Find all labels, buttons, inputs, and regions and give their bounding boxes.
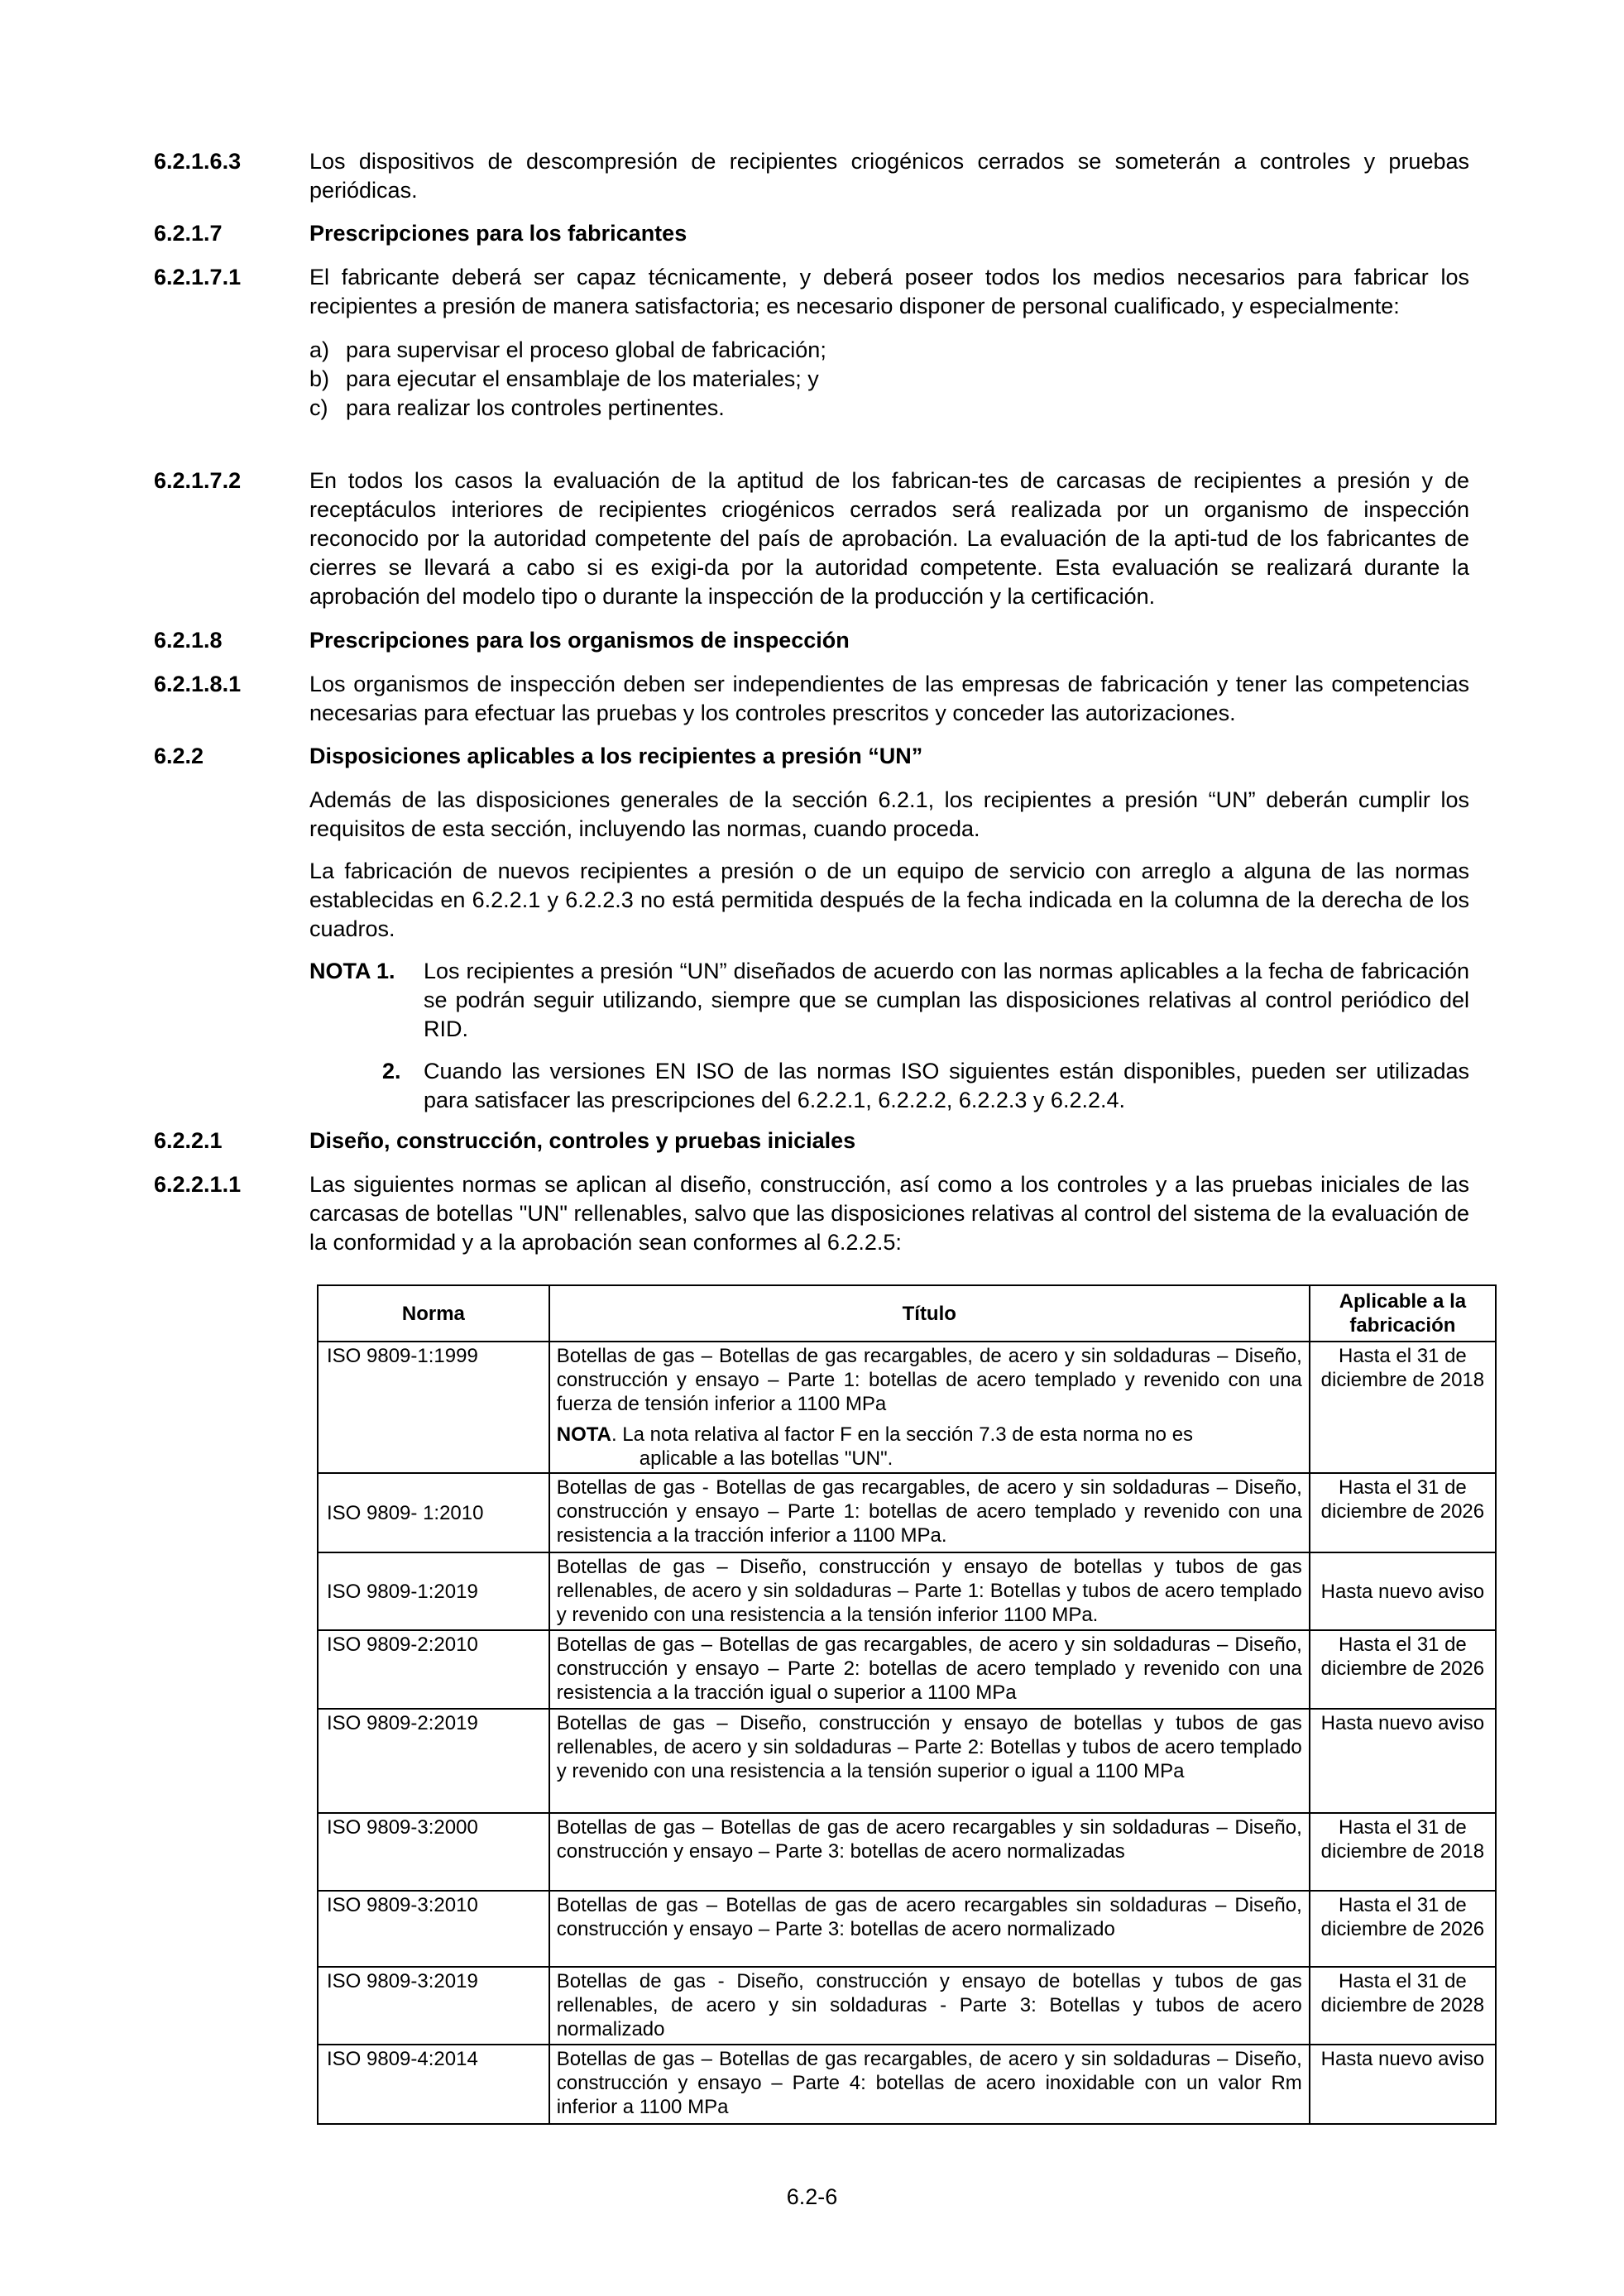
table-note [557,1423,1302,1471]
section-6-2-1-8-1 [154,670,1469,728]
section-number: 6.2.2 [154,744,204,768]
list-item: a) para supervisar el proceso global de fabricación; [309,337,826,362]
titulo-cell: Botellas de gas – Botellas de gas recargables, de acero y sin soldaduras – Diseño, construcción y ensayo – Parte 2: botellas de acero templado y revenido con una resistencia a la tracción igual o superior a 1100 MPa [549,1630,1310,1709]
section-text: En todos los casos la evaluación de la aptitud de los fabrican-tes de carcasas de recipientes a presión y de receptáculos interiores de recipientes criogénicos cerrados será realizada por un organismo de inspección reconocido por la autoridad competente del país de aprobación. La evaluación de la apti-tud de los fabricantes de cierres se llevará a cabo si es exigi-da por la autoridad competente. Esta evaluación se realizará durante la aprobación del modelo tipo o durante la inspección de la producción y la certificación. [309,468,1469,609]
section-heading: Diseño, construcción, controles y pruebas iniciales [309,1128,856,1153]
section-number: 6.2.1.8.1 [154,672,242,696]
section-6-2-1-7 [154,219,1469,248]
section-heading: Prescripciones para los fabricantes [309,221,687,246]
norma-cell: ISO 9809-3:2019 [318,1967,549,2045]
titulo-cell: Botellas de gas – Botellas de gas recargables, de acero y sin soldaduras – Diseño, construcción y ensayo – Parte 4: botellas de acero inoxidable con un valor Rm inferior a 1100 MPa [549,2045,1310,2124]
section-number: 6.2.1.7.2 [154,468,242,493]
table-row [318,1891,1496,1967]
norma-cell: ISO 9809-1:2019 [318,1552,549,1630]
section-text: Los dispositivos de descompresión de recipientes criogénicos cerrados se someterán a controles y pruebas periódicas. [309,149,1469,203]
section-text: Los organismos de inspección deben ser independientes de las empresas de fabricación y tener las competencias necesarias para efectuar las pruebas y los controles prescritos y conceder las autorizaciones. [309,672,1469,725]
note-text: Cuando las versiones EN ISO de las normas ISO siguientes están disponibles, pueden ser utilizadas para satisfacer las prescripciones del 6.2.2.1, 6.2.2.2, 6.2.2.3 y 6.2.2.4. [424,1059,1469,1112]
requirements-list [309,336,1469,423]
column-header-norma: Norma [318,1285,549,1342]
table-note-label: NOTA [556,1423,611,1446]
aplicable-cell: Hasta nuevo aviso [1310,2045,1496,2124]
note-2 [309,1057,1469,1115]
section-heading: Prescripciones para los organismos de inspección [309,628,850,653]
table-row [318,2045,1496,2124]
aplicable-cell: Hasta el 31 de diciembre de 2018 [1310,1813,1496,1891]
aplicable-cell: Hasta nuevo aviso [1310,1552,1496,1630]
column-header-aplicable: Aplicable a la fabricación [1310,1285,1496,1342]
table-note-continuation: aplicable a las botellas "UN". [639,1447,893,1470]
column-header-titulo: Título [549,1285,1310,1342]
table-row [318,1813,1496,1891]
titulo-cell: Botellas de gas – Botellas de gas de acero recargables y sin soldaduras – Diseño, construcción y ensayo – Parte 3: botellas de acero normalizadas [549,1813,1310,1891]
section-6-2-2 [154,742,1469,771]
aplicable-cell: Hasta el 31 de diciembre de 2018 [1310,1342,1496,1473]
section-number: 6.2.2.1.1 [154,1172,242,1197]
section-6-2-1-6-3 [154,147,1469,205]
titulo-cell [549,1342,1310,1473]
section-6-2-1-7-1 [154,263,1469,423]
table-row [318,1342,1496,1473]
aplicable-cell: Hasta el 31 de diciembre de 2026 [1310,1473,1496,1552]
norma-cell: ISO 9809- 1:2010 [318,1473,549,1552]
note-label: 2. [382,1059,401,1083]
aplicable-cell: Hasta el 31 de diciembre de 2026 [1310,1630,1496,1709]
paragraph-manufacturing-dates: La fabricación de nuevos recipientes a presión o de un equipo de servicio con arreglo a alguna de las normas establecidas en 6.2.2.1 y 6.2.2.3 no está permitida después de la fecha indicada en la columna de la derecha de los cuadros. [309,859,1469,941]
table-row [318,1552,1496,1630]
section-text: Las siguientes normas se aplican al diseño, construcción, así como a los controles y a las pruebas iniciales de las carcasas de botellas "UN" rellenables, salvo que las disposiciones relativas al control del sistema de la evaluación de la conformidad y a la aprobación sean conformes al 6.2.2.5: [309,1172,1469,1255]
norma-cell: ISO 9809-4:2014 [318,2045,549,2124]
aplicable-cell: Hasta nuevo aviso [1310,1709,1496,1813]
note-text: Los recipientes a presión “UN” diseñados de acuerdo con las normas aplicables a la fecha de fabricación se podrán seguir utilizando, siempre que se cumplan las disposiciones relativas al control periódico del RID. [424,959,1469,1041]
section-number: 6.2.1.7 [154,221,223,246]
norma-cell: ISO 9809-2:2010 [318,1630,549,1709]
aplicable-cell: Hasta el 31 de diciembre de 2026 [1310,1891,1496,1967]
table-row [318,1473,1496,1552]
list-item: b) para ejecutar el ensamblaje de los materiales; y [309,366,819,391]
standards-table [317,1284,1497,2125]
section-heading: Disposiciones aplicables a los recipientes a presión “UN” [309,744,923,768]
section-6-2-1-7-2 [154,466,1469,611]
table-row [318,1967,1496,2045]
titulo-cell: Botellas de gas – Diseño, construcción y ensayo de botellas y tubos de gas rellenables, de acero y sin soldaduras – Parte 1: Botellas y tubos de acero templado y revenido con una resistencia a la tensión inferior 1100 MPa. [549,1552,1310,1630]
titulo-cell: Botellas de gas – Botellas de gas de acero recargables sin soldaduras – Diseño, construcción y ensayo – Parte 3: botellas de acero normalizado [549,1891,1310,1967]
norma-cell: ISO 9809-3:2000 [318,1813,549,1891]
table-row [318,1630,1496,1709]
norma-cell: ISO 9809-3:2010 [318,1891,549,1967]
section-6-2-1-8 [154,626,1469,655]
list-item: c) para realizar los controles pertinentes. [309,395,725,420]
page-number: 6.2-6 [786,2184,838,2209]
norma-cell: ISO 9809-1:1999 [318,1342,549,1473]
table-header-row [318,1285,1496,1342]
titulo-cell: Botellas de gas - Botellas de gas recargables, de acero y sin soldaduras – Diseño, construcción y ensayo – Parte 1: botellas de acero templado y revenido con una resistencia a la tracción inferior a 1100 MPa. [549,1473,1310,1552]
paragraph-general-provisions: Además de las disposiciones generales de la sección 6.2.1, los recipientes a presión “UN” deberán cumplir los requisitos de esta sección, incluyendo las normas, cuando proceda. [309,787,1469,841]
note-label: NOTA 1. [309,959,395,983]
section-6-2-2-1 [154,1126,1469,1155]
titulo-cell: Botellas de gas - Diseño, construcción y ensayo de botellas y tubos de gas rellenables, de acero y sin soldaduras - Parte 3: Botellas y tubos de acero normalizado [549,1967,1310,2045]
section-number: 6.2.1.8 [154,628,223,653]
table-row [318,1709,1496,1813]
norma-cell: ISO 9809-2:2019 [318,1709,549,1813]
titulo-cell: Botellas de gas – Diseño, construcción y ensayo de botellas y tubos de gas rellenables, de acero y sin soldaduras – Parte 2: Botellas y tubos de acero templado y revenido con una resistencia a la tensión superior o igual a 1100 MPa [549,1709,1310,1813]
table-note-text: . La nota relativa al factor F en la sección 7.3 de esta norma no es [611,1423,1194,1446]
titulo-text: Botellas de gas – Botellas de gas recargables, de acero y sin soldaduras – Diseño, construcción y ensayo – Parte 1: botellas de acero templado y revenido con una fuerza de tensión inferior a 1100 MPa [556,1345,1302,1415]
note-1 [309,957,1469,1044]
section-6-2-2-1-1 [154,1170,1469,1257]
section-number: 6.2.2.1 [154,1128,223,1153]
aplicable-cell: Hasta el 31 de diciembre de 2028 [1310,1967,1496,2045]
section-number: 6.2.1.6.3 [154,149,242,174]
section-number: 6.2.1.7.1 [154,265,242,289]
section-text: El fabricante deberá ser capaz técnicamente, y deberá poseer todos los medios necesarios para fabricar los recipientes a presión de manera satisfactoria; es necesario disponer de personal cualificado, y especialmente: [309,265,1469,318]
